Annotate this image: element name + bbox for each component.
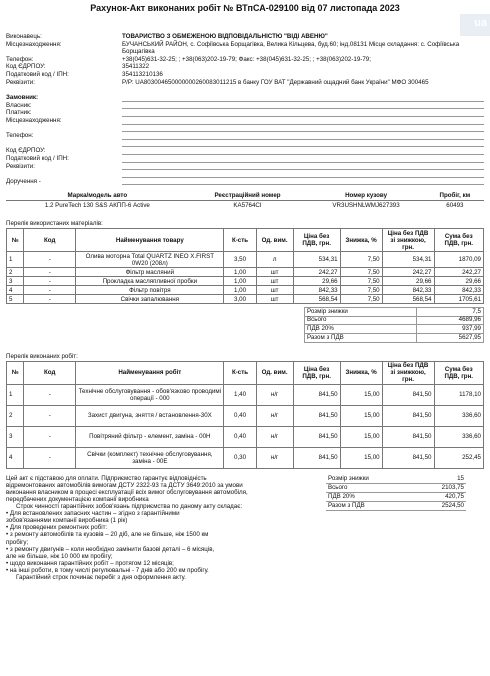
works-cell: 0,30: [224, 447, 256, 468]
materials-header: Од. вим.: [256, 229, 293, 252]
works-table: [6, 361, 484, 469]
works-total-value: 2524,50: [414, 501, 466, 510]
works-cell: 841,50: [382, 405, 434, 426]
customer-row: [6, 170, 484, 178]
works-total-label: Розмір знижки: [326, 475, 414, 484]
materials-cell: Фільтр повітря: [76, 286, 224, 295]
materials-totals: [304, 307, 484, 342]
works-header: Од. вим.: [256, 361, 293, 384]
customer-value: [122, 102, 484, 110]
materials-cell: 29,66: [434, 277, 484, 286]
customer-section: [6, 94, 484, 185]
materials-cell: -: [24, 286, 76, 295]
customer-value: [122, 94, 484, 102]
customer-value: [122, 178, 484, 186]
works-header: Знижка, %: [340, 361, 382, 384]
document-title: Рахунок-Акт виконаних робіт № ВТпСА-029100 від 07 листопада 2023: [90, 3, 400, 13]
works-cell: н/г: [256, 426, 293, 447]
works-cell: н/г: [256, 405, 293, 426]
terms-line: • з ремонту автомобілів та кузовів – 20 діб, але не більше, ніж 1500 км: [6, 531, 209, 539]
terms-line: відремонтованих автомобілів вимогам ДСТУ 2322-93 та ДСТУ 3649:2010 за умови: [6, 481, 243, 489]
executor-row: [6, 56, 484, 64]
materials-cell: шт: [256, 268, 293, 277]
materials-table: [6, 228, 484, 304]
terms-line: пробігу;: [6, 538, 29, 546]
works-cell: 336,60: [434, 426, 484, 447]
terms-line: Строк чинності гарантійних зобов'язань підприємства по даному акту складає:: [16, 503, 243, 511]
works-header: К-сть: [224, 361, 256, 384]
materials-title: Перелік використаних матеріалів:: [6, 220, 103, 228]
works-cell: 15,00: [340, 426, 382, 447]
materials-header: Знижка, %: [340, 229, 382, 252]
customer-row: [6, 94, 484, 102]
materials-total-label: Всього: [305, 316, 417, 325]
materials-cell: шт: [256, 286, 293, 295]
materials-cell: 568,54: [382, 295, 434, 304]
works-total-row: [326, 501, 466, 510]
terms-line: • щодо виконання гарантійних робіт – протягом 12 місяців;: [6, 559, 174, 567]
materials-cell: 29,66: [293, 277, 340, 286]
customer-label: Код ЄДРПОУ:: [6, 147, 46, 155]
customer-value: [122, 140, 484, 148]
works-cell: 4: [7, 447, 24, 468]
customer-label: Доручення -: [6, 177, 41, 185]
works-cell: 0,40: [224, 426, 256, 447]
materials-total-label: Розмір знижки: [305, 308, 417, 317]
terms-line: • Для проведених ремонтних робіт:: [6, 524, 108, 532]
materials-cell: 1,00: [224, 277, 256, 286]
materials-total-value: 7,5: [417, 308, 484, 317]
executor-row: [6, 71, 484, 79]
customer-label: [6, 170, 122, 178]
materials-total-value: 4689,96: [417, 316, 484, 325]
vehicle-header: Номер кузову: [306, 191, 426, 201]
works-cell: н/г: [256, 447, 293, 468]
materials-cell: 1,00: [224, 286, 256, 295]
customer-value: [122, 117, 484, 125]
works-header: Ціна без ПДВ зі знижкою, грн.: [382, 361, 434, 384]
works-total-row: [326, 483, 466, 492]
materials-cell: -: [24, 277, 76, 286]
materials-total-row: [305, 308, 484, 317]
executor-value: Р/Р: UA803004650000000260083011215 в банку ГОУ ВАТ "Державний ощадний банк України" МФО 300465: [122, 78, 429, 86]
executor-row: [6, 41, 484, 56]
customer-row: [6, 147, 484, 155]
materials-cell: 7,50: [340, 277, 382, 286]
customer-label: Замовник:: [6, 94, 39, 102]
works-cell: н/г: [256, 384, 293, 405]
materials-cell: 3,00: [224, 295, 256, 304]
customer-row: [6, 102, 484, 110]
terms-line: • з ремонту двигунів – коли необхідно замінити базові деталі – 6 місяців,: [6, 545, 215, 553]
materials-row: [7, 252, 484, 268]
materials-cell: 242,27: [293, 268, 340, 277]
customer-row: [6, 140, 484, 148]
executor-row: [6, 63, 484, 71]
works-cell: 841,50: [382, 384, 434, 405]
works-total-value: 2103,75: [414, 483, 466, 492]
executor-label: Виконавець:: [6, 33, 42, 40]
customer-label: [6, 140, 122, 148]
materials-total-row: [305, 334, 484, 343]
materials-cell: 3,50: [224, 252, 256, 268]
works-row: [7, 384, 484, 405]
materials-row: [7, 277, 484, 286]
corner-watermark: ua: [460, 14, 490, 36]
works-cell: 841,50: [293, 405, 340, 426]
materials-total-value: 937,99: [417, 325, 484, 334]
works-row: [7, 405, 484, 426]
executor-row: [6, 79, 484, 87]
works-cell: Свічки (комплект) технічне обслуговування, заміна - 00Е: [76, 447, 224, 468]
works-cell: -: [24, 405, 76, 426]
materials-cell: 842,33: [382, 286, 434, 295]
materials-cell: л: [256, 252, 293, 268]
materials-header: К-сть: [224, 229, 256, 252]
materials-cell: 7,50: [340, 286, 382, 295]
executor-section: [6, 33, 484, 86]
customer-value: [122, 163, 484, 171]
works-title: Перелік виконаних робіт:: [6, 352, 78, 360]
materials-cell: 534,31: [293, 252, 340, 268]
materials-cell: 1: [7, 252, 24, 268]
customer-label: Платник:: [6, 109, 32, 117]
terms-line: але не більше, ніж 10 000 км пробігу;: [6, 552, 113, 560]
materials-total-row: [305, 316, 484, 325]
works-cell: -: [24, 447, 76, 468]
materials-cell: 534,31: [382, 252, 434, 268]
executor-label: Податковий код / ІПН:: [6, 70, 69, 78]
materials-cell: -: [24, 268, 76, 277]
terms-line: • Для встановлених запасних частин – згідно з гарантійними: [6, 510, 180, 518]
customer-value: [122, 132, 484, 140]
executor-value: 35411322: [122, 63, 150, 71]
works-cell: 15,00: [340, 447, 382, 468]
works-cell: 841,50: [382, 426, 434, 447]
customer-value: [122, 155, 484, 163]
works-cell: 841,50: [293, 384, 340, 405]
materials-cell: 1870,09: [434, 252, 484, 268]
materials-cell: Олива моторна Total QUARTZ INEO X.FIRST 0W20 (208л): [76, 252, 224, 268]
works-row: [7, 426, 484, 447]
works-total-row: [326, 475, 466, 484]
customer-label: Власник:: [6, 101, 32, 109]
materials-cell: 1,00: [224, 268, 256, 277]
works-row: [7, 447, 484, 468]
works-cell: 1178,10: [434, 384, 484, 405]
materials-cell: 5: [7, 295, 24, 304]
materials-cell: 568,54: [293, 295, 340, 304]
executor-value: 354113210136: [122, 70, 163, 78]
materials-cell: 4: [7, 286, 24, 295]
works-cell: Технічне обслуговування - обов'язково проводимі операції - 000: [76, 384, 224, 405]
works-cell: 0,40: [224, 405, 256, 426]
materials-cell: 7,50: [340, 295, 382, 304]
vehicle-table: [6, 191, 484, 210]
works-total-label: ПДВ 20%: [326, 492, 414, 501]
materials-header: Ціна без ПДВ зі знижкою, грн.: [382, 229, 434, 252]
materials-cell: -: [24, 295, 76, 304]
works-cell: -: [24, 384, 76, 405]
customer-label: Телефон:: [6, 132, 34, 140]
materials-total-row: [305, 325, 484, 334]
materials-cell: 1705,61: [434, 295, 484, 304]
executor-value: ТОВАРИСТВО З ОБМЕЖЕНОЮ ВІДПОВІДАЛЬНІСТЮ "ВІДІ АВЕНЮ": [122, 33, 328, 40]
works-cell: 841,50: [293, 447, 340, 468]
materials-cell: шт: [256, 295, 293, 304]
customer-value: [122, 170, 484, 178]
vehicle-value: 1.2 PureTech 130 S&S АКПП-6 Active: [44, 202, 150, 210]
materials-cell: 242,27: [382, 268, 434, 277]
materials-cell: Фільтр масляний: [76, 268, 224, 277]
customer-label: Реквізити:: [6, 162, 35, 170]
executor-label: Місцезнаходження:: [6, 40, 62, 48]
customer-label: Податковий код / ІПН:: [6, 154, 69, 162]
materials-cell: 842,33: [434, 286, 484, 295]
materials-cell: 7,50: [340, 268, 382, 277]
materials-cell: 242,27: [434, 268, 484, 277]
materials-header: Ціна без ПДВ, грн.: [293, 229, 340, 252]
materials-cell: шт: [256, 277, 293, 286]
works-cell: -: [24, 426, 76, 447]
works-cell: Повітряний фільтр - елемент, заміна - 00Н: [76, 426, 224, 447]
works-cell: 1,40: [224, 384, 256, 405]
materials-header: Сума без ПДВ, грн.: [434, 229, 484, 252]
works-cell: 841,50: [382, 447, 434, 468]
materials-cell: 842,33: [293, 286, 340, 295]
vehicle-header: Марка/модель авто: [6, 191, 189, 201]
materials-header: №: [7, 229, 24, 252]
customer-row: [6, 155, 484, 163]
customer-row: [6, 163, 484, 171]
executor-label: Телефон:: [6, 55, 34, 63]
works-cell: Захист двигуна, зняття / встановлення-30Х: [76, 405, 224, 426]
materials-header: Найменування товару: [76, 229, 224, 252]
works-header: №: [7, 361, 24, 384]
executor-label: Реквізити:: [6, 78, 35, 86]
vehicle-value: VR3USHNLWMJ627393: [332, 202, 400, 210]
materials-row: [7, 268, 484, 277]
materials-total-label: Разом з ПДВ: [305, 334, 417, 343]
vehicle-value: KA5764CI: [233, 202, 262, 210]
materials-cell: 7,50: [340, 252, 382, 268]
works-cell: 1: [7, 384, 24, 405]
customer-row: [6, 132, 484, 140]
works-cell: 15,00: [340, 384, 382, 405]
terms-line: Цей акт є підставою для оплати. Підприємство гарантує відповідність: [6, 474, 207, 482]
materials-total-value: 5627,95: [417, 334, 484, 343]
works-total-label: Разом з ПДВ: [326, 501, 414, 510]
warranty-terms: [6, 475, 306, 581]
works-cell: 841,50: [293, 426, 340, 447]
works-totals: [326, 475, 466, 511]
customer-row: [6, 125, 484, 133]
terms-line: • на інші роботи, в тому числі регулювальні - 7 днів або 200 км пробігу.: [6, 566, 209, 574]
executor-value: +38(045)631-32-25; ; +38(063)202-19-79; Факс: +38(045)631-32-25; ; +38(063)202-19-79;: [122, 55, 371, 63]
works-header: Найменування робіт: [76, 361, 224, 384]
works-cell: 3: [7, 426, 24, 447]
terms-line: виконання власником в процесі експлуатації всіх вимог обслуговування автомобіля,: [6, 488, 248, 496]
works-header: Ціна без ПДВ, грн.: [293, 361, 340, 384]
works-cell: 15,00: [340, 405, 382, 426]
materials-cell: 29,66: [382, 277, 434, 286]
terms-line: зобов'язаннями компанії виробника (1 рік): [6, 517, 128, 525]
works-cell: 2: [7, 405, 24, 426]
works-total-row: [326, 492, 466, 501]
vehicle-header: Реєстраційний номер: [189, 191, 307, 201]
materials-cell: Свічки запалювання: [76, 295, 224, 304]
works-cell: 252,45: [434, 447, 484, 468]
works-total-value: 15: [414, 475, 466, 484]
executor-value: БУЧАНСЬКИЙ РАЙОН, с. Софіївська Борщагівка, Велика Кільцева, буд.60; інд.08131 Місце складання: с. Софіївська Борщагівка: [122, 40, 460, 56]
materials-cell: 2: [7, 268, 24, 277]
works-total-value: 420,75: [414, 492, 466, 501]
materials-cell: Прокладка масляпливної пробки: [76, 277, 224, 286]
works-total-label: Всього: [326, 483, 414, 492]
materials-total-label: ПДВ 20%: [305, 325, 417, 334]
customer-label: [6, 125, 122, 133]
customer-value: [122, 125, 484, 133]
executor-row: [6, 33, 484, 41]
terms-line: Гарантійний строк починає перебіг з дня оформлення акту.: [16, 573, 186, 581]
executor-label: Код ЄДРПОУ:: [6, 63, 46, 71]
materials-cell: 3: [7, 277, 24, 286]
customer-row: [6, 109, 484, 117]
works-header: Код: [24, 361, 76, 384]
customer-row: [6, 117, 484, 125]
works-header: Сума без ПДВ, грн.: [434, 361, 484, 384]
customer-label: Місцезнаходження:: [6, 116, 62, 124]
vehicle-header: Пробіг, км: [426, 191, 484, 201]
works-cell: 336,60: [434, 405, 484, 426]
customer-value: [122, 147, 484, 155]
vehicle-value: 60493: [446, 202, 464, 210]
materials-row: [7, 286, 484, 295]
materials-cell: -: [24, 252, 76, 268]
customer-value: [122, 109, 484, 117]
materials-row: [7, 295, 484, 304]
materials-header: Код: [24, 229, 76, 252]
customer-row: [6, 178, 484, 186]
terms-line: передбачених документацією компанії виробника: [6, 495, 149, 503]
